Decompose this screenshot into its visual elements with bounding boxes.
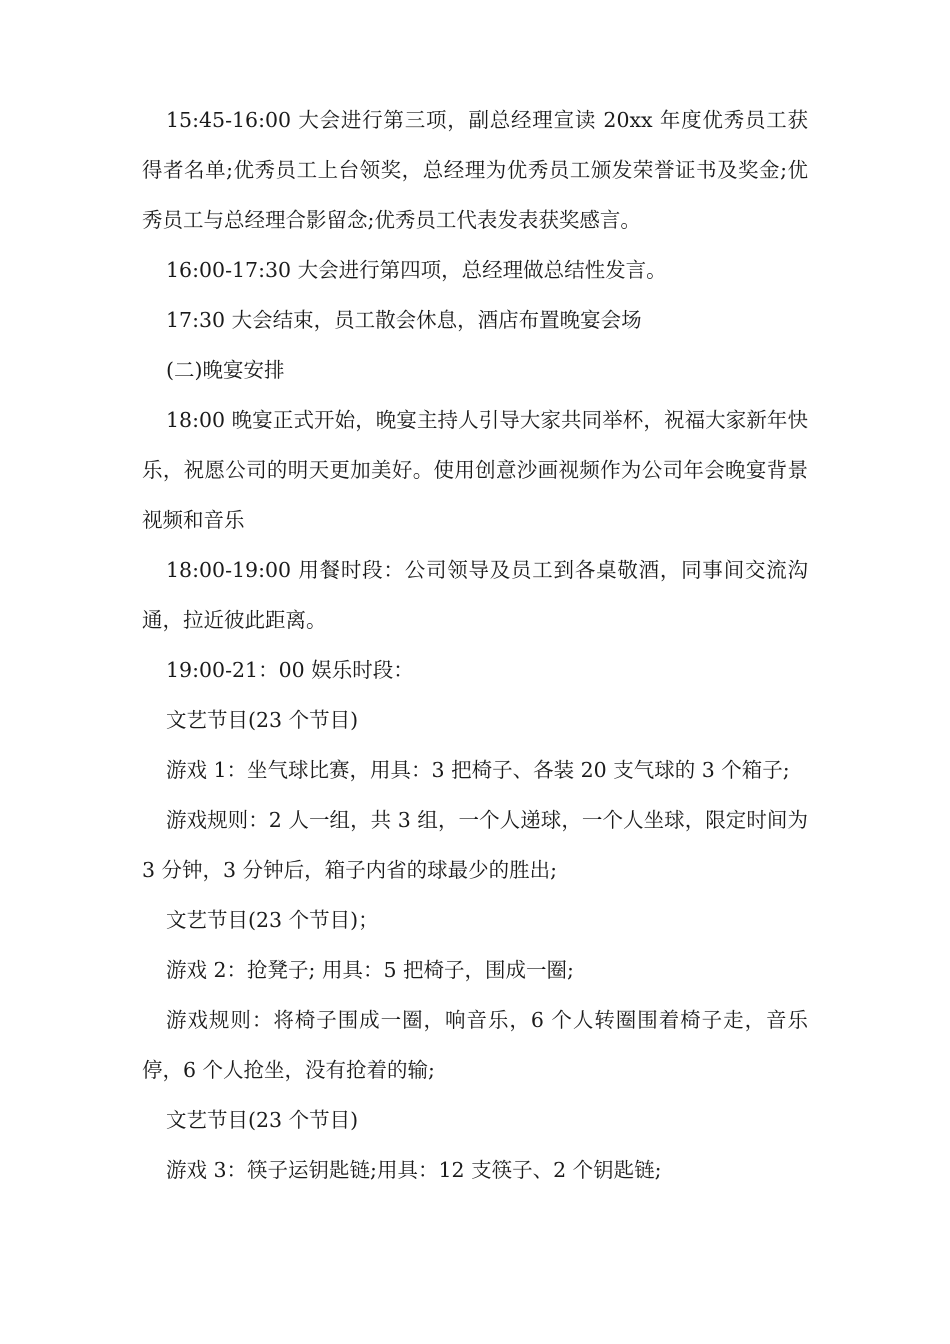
paragraph-game-2: 游戏 2：抢凳子; 用具：5 把椅子，围成一圈; (166, 958, 574, 982)
paragraph-game-1: 游戏 1：坐气球比赛，用具：3 把椅子、各装 20 支气球的 3 个箱子; (166, 758, 790, 782)
paragraph-performance-3: 文艺节目(23 个节目) (166, 1108, 359, 1132)
paragraph-entertainment-time: 19:00-21：00 娱乐时段： (166, 658, 414, 682)
paragraph-award-ceremony: 15:45-16:00 大会进行第三项，副总经理宣读 20xx 年度优秀员工获得者名单;优秀员工上台领奖，总经理为优秀员工颁发荣誉证书及奖金;优秀员工与总经理合影留念;优秀员工代表发表获奖感言。 (142, 108, 808, 232)
section-heading-banquet: (二)晚宴安排 (166, 358, 285, 382)
paragraph-dinner-time: 18:00-19:00 用餐时段：公司领导及员工到各桌敬酒，同事间交流沟通，拉近彼此距离。 (142, 558, 808, 632)
paragraph-banquet-start: 18:00 晚宴正式开始，晚宴主持人引导大家共同举杯，祝福大家新年快乐，祝愿公司的明天更加美好。使用创意沙画视频作为公司年会晚宴背景视频和音乐 (142, 408, 808, 532)
paragraph-performance-1: 文艺节目(23 个节目) (166, 708, 359, 732)
paragraph-game-3: 游戏 3：筷子运钥匙链;用具：12 支筷子、2 个钥匙链; (166, 1158, 662, 1182)
document-body (142, 95, 808, 1195)
paragraph-game-1-rules: 游戏规则：2 人一组，共 3 组，一个人递球，一个人坐球，限定时间为 3 分钟，3 分钟后，箱子内省的球最少的胜出; (142, 808, 808, 882)
paragraph-meeting-end: 17:30 大会结束，员工散会休息，酒店布置晚宴会场 (166, 308, 642, 332)
paragraph-game-2-rules: 游戏规则：将椅子围成一圈，响音乐，6 个人转圈围着椅子走，音乐停，6 个人抢坐，没有抢着的输; (142, 1008, 808, 1082)
paragraph-performance-2: 文艺节目(23 个节目)； (166, 908, 379, 932)
paragraph-gm-speech: 16:00-17:30 大会进行第四项，总经理做总结性发言。 (166, 258, 667, 282)
